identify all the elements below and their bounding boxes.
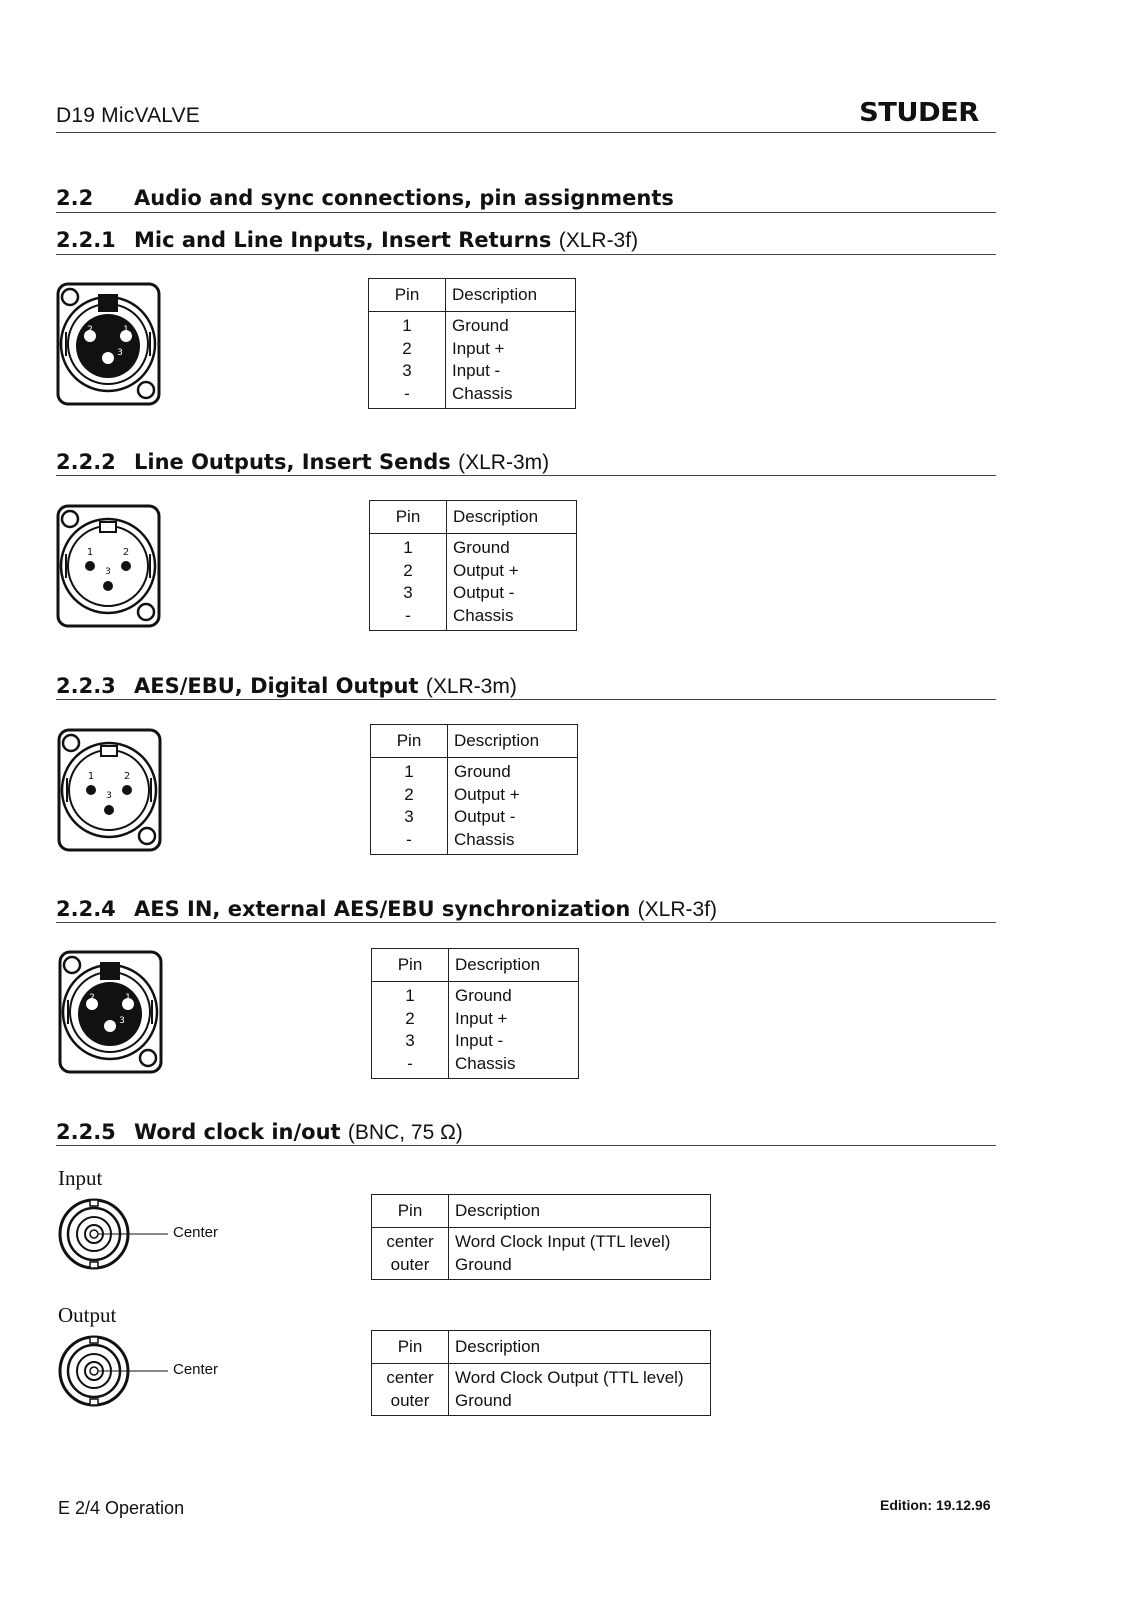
description-cell: Chassis [453,605,514,625]
pin-table-2-2-3 [370,724,578,855]
section-heading-2-2-2: 2.2.2 Line Outputs, Insert Sends (XLR-3m) [56,450,550,474]
pin-cell: 2 [369,338,446,361]
studer-logo: STUDER [859,98,979,128]
xlr-female-icon [58,950,164,1076]
table-row [370,605,577,631]
table-row [370,534,577,560]
pin-table-word-clock-output [371,1330,711,1416]
table-row [372,1030,579,1053]
table-row [372,982,579,1008]
pin-cell: 1 [370,534,447,560]
description-cell: Chassis [454,829,515,849]
table-row [369,383,576,409]
pin-cell: - [370,605,447,631]
pin-cell: 2 [370,560,447,583]
pin-cell: outer [372,1390,449,1416]
pin-table-2-2-1 [368,278,576,409]
table-row [372,1228,711,1254]
output-label: Output [58,1303,117,1327]
table-row [369,312,576,338]
description-cell: Ground [455,1254,512,1274]
section-divider [56,1145,996,1146]
table-row [369,338,576,361]
main-section-heading: 2.2 Audio and sync connections, pin assignments [56,186,674,210]
description-cell: Output + [453,560,519,580]
column-header-pin: Pin [372,1195,449,1228]
column-header-description: Description [446,279,576,312]
pin-cell: 3 [371,806,448,829]
table-row [370,560,577,583]
section-heading-2-2-3: 2.2.3 AES/EBU, Digital Output (XLR-3m) [56,674,517,698]
xlr-male-icon [56,504,162,630]
column-header-description: Description [449,949,579,982]
pin-cell: - [369,383,446,409]
column-header-description: Description [448,725,578,758]
xlr-female-icon [56,282,162,408]
column-header-description: Description [449,1195,711,1228]
table-row [371,758,578,784]
section-divider [56,212,996,213]
table-row [372,1008,579,1031]
description-cell: Chassis [452,383,513,403]
section-heading-2-2-4: 2.2.4 AES IN, external AES/EBU synchronization (XLR-3f) [56,897,718,921]
table-row [372,1053,579,1079]
pin-table-2-2-2 [369,500,577,631]
description-cell: Output - [453,583,515,602]
table-row [372,1364,711,1390]
pin-cell: 1 [371,758,448,784]
pin-cell: 3 [372,1030,449,1053]
description-cell: Ground [454,762,511,781]
pin-cell: 1 [369,312,446,338]
pin-cell: - [371,829,448,855]
pin-table-word-clock-input [371,1194,711,1280]
table-row [369,360,576,383]
pin-table-2-2-4 [371,948,579,1079]
description-cell: Input + [452,338,505,358]
header-divider [56,132,996,133]
table-row [370,582,577,605]
center-label: Center [173,1224,219,1241]
column-header-pin: Pin [372,949,449,982]
column-header-description: Description [449,1331,711,1364]
pin-cell: 2 [371,784,448,807]
table-row [371,829,578,855]
column-header-description: Description [447,501,577,534]
table-row [372,1390,711,1416]
description-cell: Input + [455,1008,508,1028]
table-row [372,1254,711,1280]
description-cell: Word Clock Output (TTL level) [455,1368,684,1387]
table-row [371,784,578,807]
description-cell: Ground [452,316,509,335]
table-row [371,806,578,829]
description-cell: Input - [455,1031,504,1050]
description-cell: Ground [455,1390,512,1410]
description-cell: Chassis [455,1053,516,1073]
document-title: D19 MicVALVE [56,104,201,127]
description-cell: Output + [454,784,520,804]
section-heading-2-2-5: 2.2.5 Word clock in/out (BNC, 75 Ω) [56,1120,463,1144]
section-divider [56,922,996,923]
section-divider [56,699,996,700]
column-header-pin: Pin [370,501,447,534]
column-header-pin: Pin [369,279,446,312]
description-cell: Ground [455,986,512,1005]
bnc-icon [58,1335,170,1409]
bnc-icon [58,1198,170,1272]
pin-cell: 2 [372,1008,449,1031]
column-header-pin: Pin [371,725,448,758]
section-heading-2-2-1: 2.2.1 Mic and Line Inputs, Insert Returns (XLR-3f) [56,228,639,252]
description-cell: Word Clock Input (TTL level) [455,1232,671,1251]
edition-date: Edition: 19.12.96 [880,1497,991,1513]
page-number: E 2/4 Operation [58,1498,185,1518]
description-cell: Ground [453,538,510,557]
xlr-male-icon [57,728,163,854]
pin-cell: 1 [372,982,449,1008]
section-divider [56,254,996,255]
center-label: Center [173,1361,219,1378]
section-divider [56,475,996,476]
pin-cell: center [372,1228,449,1254]
description-cell: Input - [452,361,501,380]
pin-cell: outer [372,1254,449,1280]
pin-cell: - [372,1053,449,1079]
pin-cell: center [372,1364,449,1390]
description-cell: Output - [454,807,516,826]
input-label: Input [58,1166,103,1190]
column-header-pin: Pin [372,1331,449,1364]
pin-cell: 3 [369,360,446,383]
pin-cell: 3 [370,582,447,605]
